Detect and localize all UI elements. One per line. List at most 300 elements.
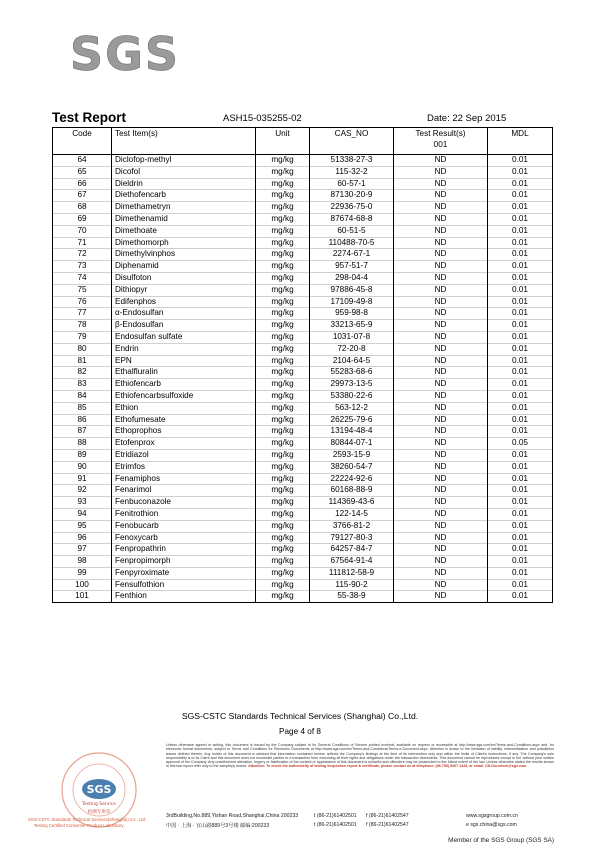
cell-result: ND [394,473,488,485]
table-row [53,520,553,532]
cell-result: ND [394,331,488,343]
cell-code: 71 [53,237,112,249]
table-row [53,497,553,509]
cell-cas-no: 110488-70-5 [310,237,394,249]
cell-unit: mg/kg [256,485,310,497]
cell-mdl: 0.01 [488,497,553,509]
cell-unit: mg/kg [256,284,310,296]
column-header-unit: Unit [256,128,310,155]
cell-test-item: Diethofencarb [112,190,256,202]
sample-id: 001 [433,139,448,149]
cell-unit: mg/kg [256,261,310,273]
cell-test-item: Fenpropathrin [112,544,256,556]
cell-test-item: Dicofol [112,166,256,178]
cell-code: 65 [53,166,112,178]
cell-unit: mg/kg [256,497,310,509]
cell-mdl: 0.01 [488,284,553,296]
cell-result: ND [394,532,488,544]
table-row [53,178,553,190]
cell-mdl: 0.01 [488,308,553,320]
cell-cas-no: 33213-65-9 [310,320,394,332]
cell-result: ND [394,497,488,509]
cell-test-item: Fenpropimorph [112,556,256,568]
cell-code: 76 [53,296,112,308]
cell-mdl: 0.01 [488,225,553,237]
cell-mdl: 0.01 [488,272,553,284]
cell-mdl: 0.01 [488,355,553,367]
table-row [53,426,553,438]
cell-code: 83 [53,379,112,391]
report-header [52,110,552,128]
cell-cas-no: 2593-15-9 [310,449,394,461]
cell-code: 92 [53,485,112,497]
cell-code: 96 [53,532,112,544]
sgs-logo-mark [68,28,178,78]
svg-text:Testing Service: Testing Service [82,802,116,807]
cell-test-item: Ethion [112,402,256,414]
fax-1: f (86-21)61402547 [366,813,409,819]
cell-unit: mg/kg [256,237,310,249]
table-row [53,449,553,461]
cell-result: ND [394,367,488,379]
cell-unit: mg/kg [256,414,310,426]
cell-code: 100 [53,579,112,591]
svg-text:SGS: SGS [86,783,112,796]
cell-result: ND [394,308,488,320]
cell-cas-no: 13194-48-4 [310,426,394,438]
cell-mdl: 0.01 [488,190,553,202]
table-row [53,213,553,225]
cell-unit: mg/kg [256,355,310,367]
cell-unit: mg/kg [256,343,310,355]
cell-test-item: Fenoxycarb [112,532,256,544]
cell-test-item: Ethiofencarbsulfoxide [112,390,256,402]
cell-result: ND [394,390,488,402]
cell-result: ND [394,213,488,225]
table-row [53,579,553,591]
cell-unit: mg/kg [256,308,310,320]
cell-result: ND [394,284,488,296]
cell-cas-no: 60-57-1 [310,178,394,190]
cell-mdl: 0.01 [488,249,553,261]
cell-unit: mg/kg [256,225,310,237]
cell-test-item: Diclofop-methyl [112,155,256,167]
cell-cas-no: 29973-13-5 [310,379,394,391]
cell-result: ND [394,579,488,591]
table-row [53,261,553,273]
cell-result: ND [394,567,488,579]
cell-test-item: Edifenphos [112,296,256,308]
cell-cas-no: 3766-81-2 [310,520,394,532]
table-row [53,567,553,579]
cell-test-item: Dithiopyr [112,284,256,296]
cell-mdl: 0.01 [488,331,553,343]
table-row [53,591,553,603]
cell-test-item: Dieldrin [112,178,256,190]
cell-cas-no: 115-90-2 [310,579,394,591]
seal-line-2: Testing Certified Consumer Product Laboratory [34,823,124,828]
cell-unit: mg/kg [256,402,310,414]
table-row [53,284,553,296]
cell-unit: mg/kg [256,438,310,450]
cell-unit: mg/kg [256,567,310,579]
cell-unit: mg/kg [256,556,310,568]
cell-result: ND [394,591,488,603]
cell-mdl: 0.01 [488,461,553,473]
cell-code: 69 [53,213,112,225]
cell-test-item: EPN [112,355,256,367]
table-row [53,202,553,214]
cell-result: ND [394,485,488,497]
cell-unit: mg/kg [256,461,310,473]
table-row [53,190,553,202]
cell-test-item: Endosulfan sulfate [112,331,256,343]
telephone-1: t (86-21)61402501 [314,813,357,819]
cell-code: 81 [53,355,112,367]
cell-code: 98 [53,556,112,568]
cell-code: 94 [53,508,112,520]
cell-test-item: Etrimfos [112,461,256,473]
table-row [53,544,553,556]
cell-code: 93 [53,497,112,509]
cell-mdl: 0.01 [488,166,553,178]
cell-test-item: Ethiofencarb [112,379,256,391]
authenticity-notice: Attention: To check the authenticity of testing /inspection report & certificate, please contact us at telephone: (86-755) 8307 1443, or email: CN.Doccheck@sgs.com [248,764,527,769]
cell-result: ND [394,449,488,461]
report-date: Date: 22 Sep 2015 [427,113,507,124]
disclaimer-text: Unless otherwise agreed in writing, this document is issued by the Company subject to its General Conditions of Service printed overleaf, available on request or accessible at http://www.sgs.com/en/Terms-and-Conditions.aspx and, for electronic format documents, subject to Terms and Conditions for Electronic Documents at http://www.sgs.com/en/Terms-and-Conditions/Terms-e-Document.aspx. Attention is drawn to the limitation of liability, indemnification and jurisdiction issues defined therein. Any holder of this document is advised that information contained hereon reflects the Company's findings at the time of its intervention only and within the limits of Client's instructions, if any. The Company's sole responsibility is to its Client and this document does not exonerate parties to a transaction from exercising all their rights and obligations under the transaction documents. This document cannot be reproduced except in full, without prior written approval of the Company. Any unauthorized alteration, forgery or falsification of the content or appearance of this document is unlawful and offenders may be prosecuted to the fullest extent of the law. Unless otherwise stated the results shown in this test report refer only to the sample(s) tested. [166,743,554,769]
cell-result: ND [394,155,488,167]
cell-unit: mg/kg [256,508,310,520]
seal-line-1: SGS-CSTC Standards Technical Services(Shanghai) Co., Ltd. [28,817,147,822]
cell-test-item: Ethalfluralin [112,367,256,379]
table-row [53,308,553,320]
cell-unit: mg/kg [256,213,310,225]
cell-unit: mg/kg [256,166,310,178]
cell-code: 85 [53,402,112,414]
cell-code: 66 [53,178,112,190]
cell-cas-no: 957-51-7 [310,261,394,273]
cell-mdl: 0.01 [488,556,553,568]
cell-test-item: Fenarimol [112,485,256,497]
cell-cas-no: 122-14-5 [310,508,394,520]
cell-cas-no: 22224-92-6 [310,473,394,485]
cell-result: ND [394,202,488,214]
cell-cas-no: 87130-20-9 [310,190,394,202]
cell-unit: mg/kg [256,544,310,556]
cell-unit: mg/kg [256,272,310,284]
cell-result: ND [394,261,488,273]
cell-mdl: 0.01 [488,414,553,426]
cell-code: 80 [53,343,112,355]
cell-result: ND [394,225,488,237]
cell-unit: mg/kg [256,296,310,308]
table-row [53,379,553,391]
cell-cas-no: 60168-88-9 [310,485,394,497]
cell-test-item: Dimethomorph [112,237,256,249]
cell-test-item: Fenobucarb [112,520,256,532]
cell-mdl: 0.01 [488,579,553,591]
cell-mdl: 0.01 [488,485,553,497]
cell-cas-no: 87674-68-8 [310,213,394,225]
footer-company: SGS-CSTC Standards Technical Services (Shanghai) Co.,Ltd. [181,711,419,721]
cell-code: 67 [53,190,112,202]
cell-result: ND [394,178,488,190]
cell-cas-no: 38260-54-7 [310,461,394,473]
cell-result: ND [394,272,488,284]
table-row [53,390,553,402]
cell-test-item: Endrin [112,343,256,355]
cell-cas-no: 64257-84-7 [310,544,394,556]
cell-code: 97 [53,544,112,556]
table-row [53,225,553,237]
cell-result: ND [394,520,488,532]
cell-cas-no: 60-51-5 [310,225,394,237]
table-row [53,155,553,167]
cell-cas-no: 80844-07-1 [310,438,394,450]
column-header-mdl: MDL [488,128,553,155]
svg-text:SGS: SGS [70,28,178,78]
cell-result: ND [394,402,488,414]
cell-code: 99 [53,567,112,579]
website: www.sgsgroup.com.cn [466,813,518,819]
cell-cas-no: 26225-79-6 [310,414,394,426]
cell-code: 79 [53,331,112,343]
table-row [53,532,553,544]
cell-code: 86 [53,414,112,426]
cell-result: ND [394,461,488,473]
cell-test-item: Etridiazol [112,449,256,461]
cell-cas-no: 79127-80-3 [310,532,394,544]
cell-cas-no: 22936-75-0 [310,202,394,214]
table-row [53,414,553,426]
cell-unit: mg/kg [256,367,310,379]
column-header-code: Code [53,128,112,155]
cell-test-item: Fenbuconazole [112,497,256,509]
svg-text:检测专用章: 检测专用章 [87,810,111,815]
cell-mdl: 0.01 [488,213,553,225]
table-row [53,367,553,379]
cell-code: 70 [53,225,112,237]
cell-mdl: 0.01 [488,379,553,391]
cell-mdl: 0.01 [488,390,553,402]
sgs-group-member-note: Member of the SGS Group (SGS SA) [448,837,554,844]
cell-cas-no: 111812-58-9 [310,567,394,579]
cell-unit: mg/kg [256,520,310,532]
cell-result: ND [394,343,488,355]
cell-test-item: Dimethoate [112,225,256,237]
cell-unit: mg/kg [256,591,310,603]
report-number: ASH15-035255-02 [223,113,302,124]
table-row [53,508,553,520]
cell-result: ND [394,249,488,261]
table-row [53,355,553,367]
cell-cas-no: 114369-43-6 [310,497,394,509]
table-row [53,249,553,261]
cell-code: 78 [53,320,112,332]
cell-cas-no: 51338-27-3 [310,155,394,167]
table-row [53,485,553,497]
cell-code: 68 [53,202,112,214]
cell-mdl: 0.01 [488,296,553,308]
cell-test-item: Etofenprox [112,438,256,450]
results-table [52,127,553,603]
cell-code: 82 [53,367,112,379]
cell-test-item: Fensulfothion [112,579,256,591]
cell-code: 73 [53,261,112,273]
cell-unit: mg/kg [256,320,310,332]
cell-unit: mg/kg [256,155,310,167]
table-row [53,320,553,332]
cell-result: ND [394,556,488,568]
cell-test-item: β-Endosulfan [112,320,256,332]
table-row [53,166,553,178]
table-row [53,331,553,343]
report-title: Test Report [52,110,127,125]
cell-test-item: Fenitrothion [112,508,256,520]
cell-test-item: Ethoprophos [112,426,256,438]
cell-cas-no: 17109-49-8 [310,296,394,308]
cell-code: 84 [53,390,112,402]
email: e sgs.china@sgs.com [466,822,517,828]
cell-unit: mg/kg [256,331,310,343]
cell-mdl: 0.01 [488,449,553,461]
table-row [53,461,553,473]
cell-cas-no: 1031-07-8 [310,331,394,343]
cell-test-item: Fenthion [112,591,256,603]
table-row [53,438,553,450]
cell-cas-no: 72-20-8 [310,343,394,355]
cell-test-item: α-Endosulfan [112,308,256,320]
cell-mdl: 0.01 [488,202,553,214]
cell-test-item: Dimethametryn [112,202,256,214]
table-row [53,296,553,308]
cell-mdl: 0.01 [488,532,553,544]
cell-result: ND [394,438,488,450]
cell-cas-no: 55283-68-6 [310,367,394,379]
cell-unit: mg/kg [256,390,310,402]
cell-result: ND [394,320,488,332]
cell-result: ND [394,379,488,391]
cell-unit: mg/kg [256,379,310,391]
cell-unit: mg/kg [256,249,310,261]
cell-test-item: Dimethylvinphos [112,249,256,261]
cell-test-item: Disulfoton [112,272,256,284]
table-row [53,473,553,485]
table-row [53,237,553,249]
cell-result: ND [394,237,488,249]
cell-result: ND [394,544,488,556]
cell-code: 91 [53,473,112,485]
cell-unit: mg/kg [256,449,310,461]
cell-mdl: 0.01 [488,343,553,355]
cell-code: 77 [53,308,112,320]
cell-code: 75 [53,284,112,296]
cell-unit: mg/kg [256,579,310,591]
cell-code: 74 [53,272,112,284]
cell-code: 90 [53,461,112,473]
table-row [53,556,553,568]
cell-unit: mg/kg [256,473,310,485]
table-row [53,343,553,355]
cell-test-item: Dimethenamid [112,213,256,225]
cell-mdl: 0.01 [488,155,553,167]
cell-mdl: 0.01 [488,402,553,414]
cell-result: ND [394,355,488,367]
cell-mdl: 0.01 [488,520,553,532]
cell-code: 89 [53,449,112,461]
cell-result: ND [394,508,488,520]
cell-code: 101 [53,591,112,603]
cell-result: ND [394,414,488,426]
cell-result: ND [394,190,488,202]
cell-cas-no: 2104-64-5 [310,355,394,367]
cell-mdl: 0.01 [488,544,553,556]
telephone-2: t (86-21)61402501 [314,822,357,828]
cell-cas-no: 298-04-4 [310,272,394,284]
cell-cas-no: 53380-22-6 [310,390,394,402]
column-header-test-result [394,128,488,155]
cell-mdl: 0.01 [488,473,553,485]
cell-mdl: 0.01 [488,237,553,249]
cell-result: ND [394,296,488,308]
cell-cas-no: 563-12-2 [310,402,394,414]
results-table-body [53,155,553,603]
address-en: 3rdBuilding,No.889,Yishan Road,Shanghai,China 200233 [166,813,299,819]
cell-cas-no: 959-98-8 [310,308,394,320]
cell-test-item: Diphenamid [112,261,256,273]
cell-mdl: 0.01 [488,261,553,273]
cell-mdl: 0.01 [488,320,553,332]
cell-mdl: 0.05 [488,438,553,450]
page-number: Page 4 of 8 [279,727,321,736]
cell-mdl: 0.01 [488,178,553,190]
legal-disclaimer [166,743,554,769]
cell-result: ND [394,426,488,438]
cell-code: 64 [53,155,112,167]
cell-code: 87 [53,426,112,438]
cell-unit: mg/kg [256,426,310,438]
cell-cas-no: 2274-67-1 [310,249,394,261]
cell-unit: mg/kg [256,178,310,190]
column-header-test-item: Test Item(s) [112,128,256,155]
cell-test-item: Fenpyroximate [112,567,256,579]
cell-mdl: 0.01 [488,367,553,379]
fax-2: f (86-21)61402547 [366,822,409,828]
cell-cas-no: 97886-45-8 [310,284,394,296]
cell-code: 95 [53,520,112,532]
table-row [53,272,553,284]
cell-test-item: Fenamiphos [112,473,256,485]
cell-mdl: 0.01 [488,426,553,438]
cell-unit: mg/kg [256,532,310,544]
column-header-cas-no: CAS_NO [310,128,394,155]
cell-mdl: 0.01 [488,591,553,603]
sgs-logo [68,28,178,78]
cell-cas-no: 115-32-2 [310,166,394,178]
cell-unit: mg/kg [256,202,310,214]
test-result-label: Test Result(s) [415,129,466,138]
cell-test-item: Ethofumesate [112,414,256,426]
cell-cas-no: 55-38-9 [310,591,394,603]
address-cn: 中国 · 上海 · 宜山路889号3号楼 邮编:200233 [166,823,270,829]
cell-mdl: 0.01 [488,508,553,520]
cell-cas-no: 67564-91-4 [310,556,394,568]
cell-mdl: 0.01 [488,567,553,579]
table-header-row [53,128,553,155]
cell-code: 88 [53,438,112,450]
cell-result: ND [394,166,488,178]
